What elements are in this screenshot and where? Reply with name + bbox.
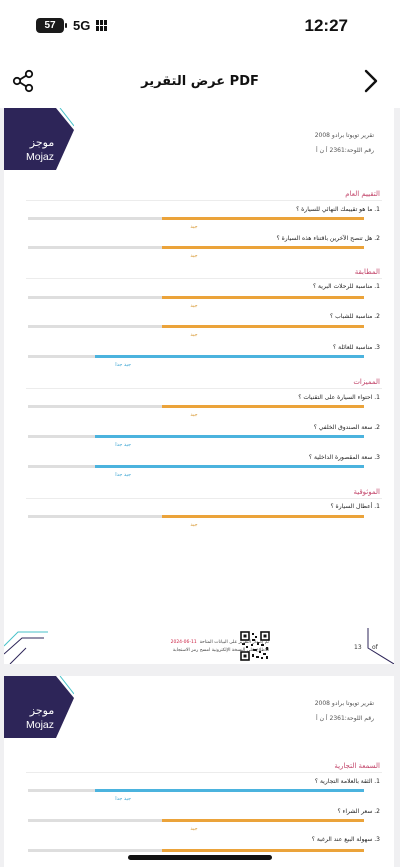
rating-bar-fill	[162, 217, 364, 220]
logo-english-text: Mojaz	[25, 151, 55, 163]
battery-level: 57	[44, 20, 56, 31]
question-text: 1. ما هو تقييمك النهائي للسيارة ؟	[296, 206, 380, 213]
section-title: المطابقة	[354, 268, 380, 276]
question-text: 3. سعة المقصورة الداخلية ؟	[308, 454, 380, 461]
back-button[interactable]	[360, 68, 382, 94]
logo-english-text: Mojaz	[25, 719, 55, 731]
report-car-title: تقرير تويوتا برادو 2008	[314, 700, 374, 707]
rating-label: جيد جدا	[115, 796, 132, 802]
rating-bar-fill	[162, 405, 364, 408]
section-divider	[26, 200, 382, 201]
page-of-label: of	[372, 644, 378, 651]
app-header	[0, 56, 400, 108]
question-text: 3. مناسبة للعائلة ؟	[333, 344, 380, 351]
rating-bar-fill	[162, 849, 364, 852]
rating-bar	[28, 217, 364, 220]
question-text: 2. سعة الصندوق الخلفي ؟	[313, 424, 380, 431]
rating-bar	[28, 849, 364, 852]
plate-value: 2361 أ ن أ	[316, 147, 345, 154]
plate-label: رقم اللوحة:	[344, 715, 374, 722]
question-text: 1. الثقة بالعلامة التجارية ؟	[314, 778, 380, 785]
rating-bar	[28, 435, 364, 438]
rating-bar-fill	[162, 325, 364, 328]
rating-bar	[28, 465, 364, 468]
rating-bar-fill	[95, 435, 364, 438]
rating-label: جيد	[190, 303, 198, 309]
rating-label: جيد	[190, 412, 198, 418]
rating-label: جيد	[190, 224, 198, 230]
plate-value: 2361 أ ن أ	[316, 715, 345, 722]
section-divider	[26, 772, 382, 773]
section-divider	[26, 498, 382, 499]
footer-line-1: تم إصدار التقرير على البيانات المتاحة	[199, 640, 269, 645]
mojaz-logo	[4, 108, 74, 170]
rating-label: جيد	[190, 332, 198, 338]
signal-icon	[96, 20, 110, 31]
rating-bar	[28, 325, 364, 328]
network-type: 5G	[73, 18, 91, 33]
rating-bar-fill	[95, 465, 364, 468]
report-page-2	[4, 676, 394, 867]
rating-label: جيد جدا	[115, 442, 132, 448]
footer-decoration	[4, 618, 54, 664]
question-text: 1. أعطال السيارة ؟	[330, 503, 380, 510]
rating-bar	[28, 355, 364, 358]
question-text: 2. مناسبة للشباب ؟	[329, 313, 380, 320]
question-text: 2. سعر الشراء ؟	[337, 808, 380, 815]
home-indicator[interactable]	[128, 855, 272, 860]
report-plate	[308, 147, 374, 154]
chevron-right-icon	[360, 68, 382, 94]
section-title: الموثوقية	[353, 488, 380, 496]
footer-note	[171, 639, 269, 655]
rating-label: جيد	[190, 253, 198, 259]
footer-decoration-right	[364, 628, 394, 664]
pdf-viewer[interactable]	[0, 108, 400, 867]
rating-bar-fill	[162, 246, 364, 249]
section-divider	[26, 388, 382, 389]
section-title: المميزات	[353, 378, 380, 386]
footer-date: 2024-06-11	[170, 640, 197, 645]
rating-bar	[28, 819, 364, 822]
page-title: عرض التقرير PDF	[141, 74, 259, 89]
page-number: 13	[354, 644, 362, 651]
plate-label: رقم اللوحة:	[344, 147, 374, 154]
report-page-1	[4, 108, 394, 664]
logo-arabic-text: موجز	[29, 704, 55, 717]
rating-bar	[28, 246, 364, 249]
status-bar	[0, 0, 400, 54]
rating-bar	[28, 296, 364, 299]
question-text: 2. هل تنصح الآخرين باقتناء هذه السيارة ؟	[276, 235, 380, 242]
question-text: 1. احتواء السيارة على التقنيات ؟	[298, 394, 380, 401]
question-text: 1. مناسبة للرحلات البرية ؟	[312, 283, 380, 290]
rating-bar-fill	[162, 296, 364, 299]
rating-bar-fill	[95, 789, 364, 792]
status-time: 12:27	[304, 16, 348, 35]
rating-label: جيد	[190, 826, 198, 832]
rating-bar-fill	[162, 819, 364, 822]
rating-bar	[28, 405, 364, 408]
mojaz-logo	[4, 676, 74, 738]
rating-bar-fill	[162, 515, 364, 518]
rating-bar	[28, 789, 364, 792]
rating-label: جيد	[190, 522, 198, 528]
status-indicators	[36, 18, 110, 33]
report-car-title: تقرير تويوتا برادو 2008	[314, 132, 374, 139]
logo-arabic-text: موجز	[29, 136, 55, 149]
section-title: السمعة التجارية	[334, 762, 380, 770]
question-text: 3. سهولة البيع عند الرغبة ؟	[311, 836, 380, 843]
rating-bar	[28, 515, 364, 518]
section-title: التقييم العام	[345, 190, 380, 198]
rating-label: جيد جدا	[115, 362, 132, 368]
rating-bar-fill	[95, 355, 364, 358]
rating-label: جيد جدا	[115, 472, 132, 478]
section-divider	[26, 278, 382, 279]
footer-line-2: للاطلاع على النسخة الإلكترونية امسح رمز الاستجابة	[172, 648, 269, 653]
report-plate	[308, 715, 374, 722]
battery-icon	[36, 18, 64, 33]
